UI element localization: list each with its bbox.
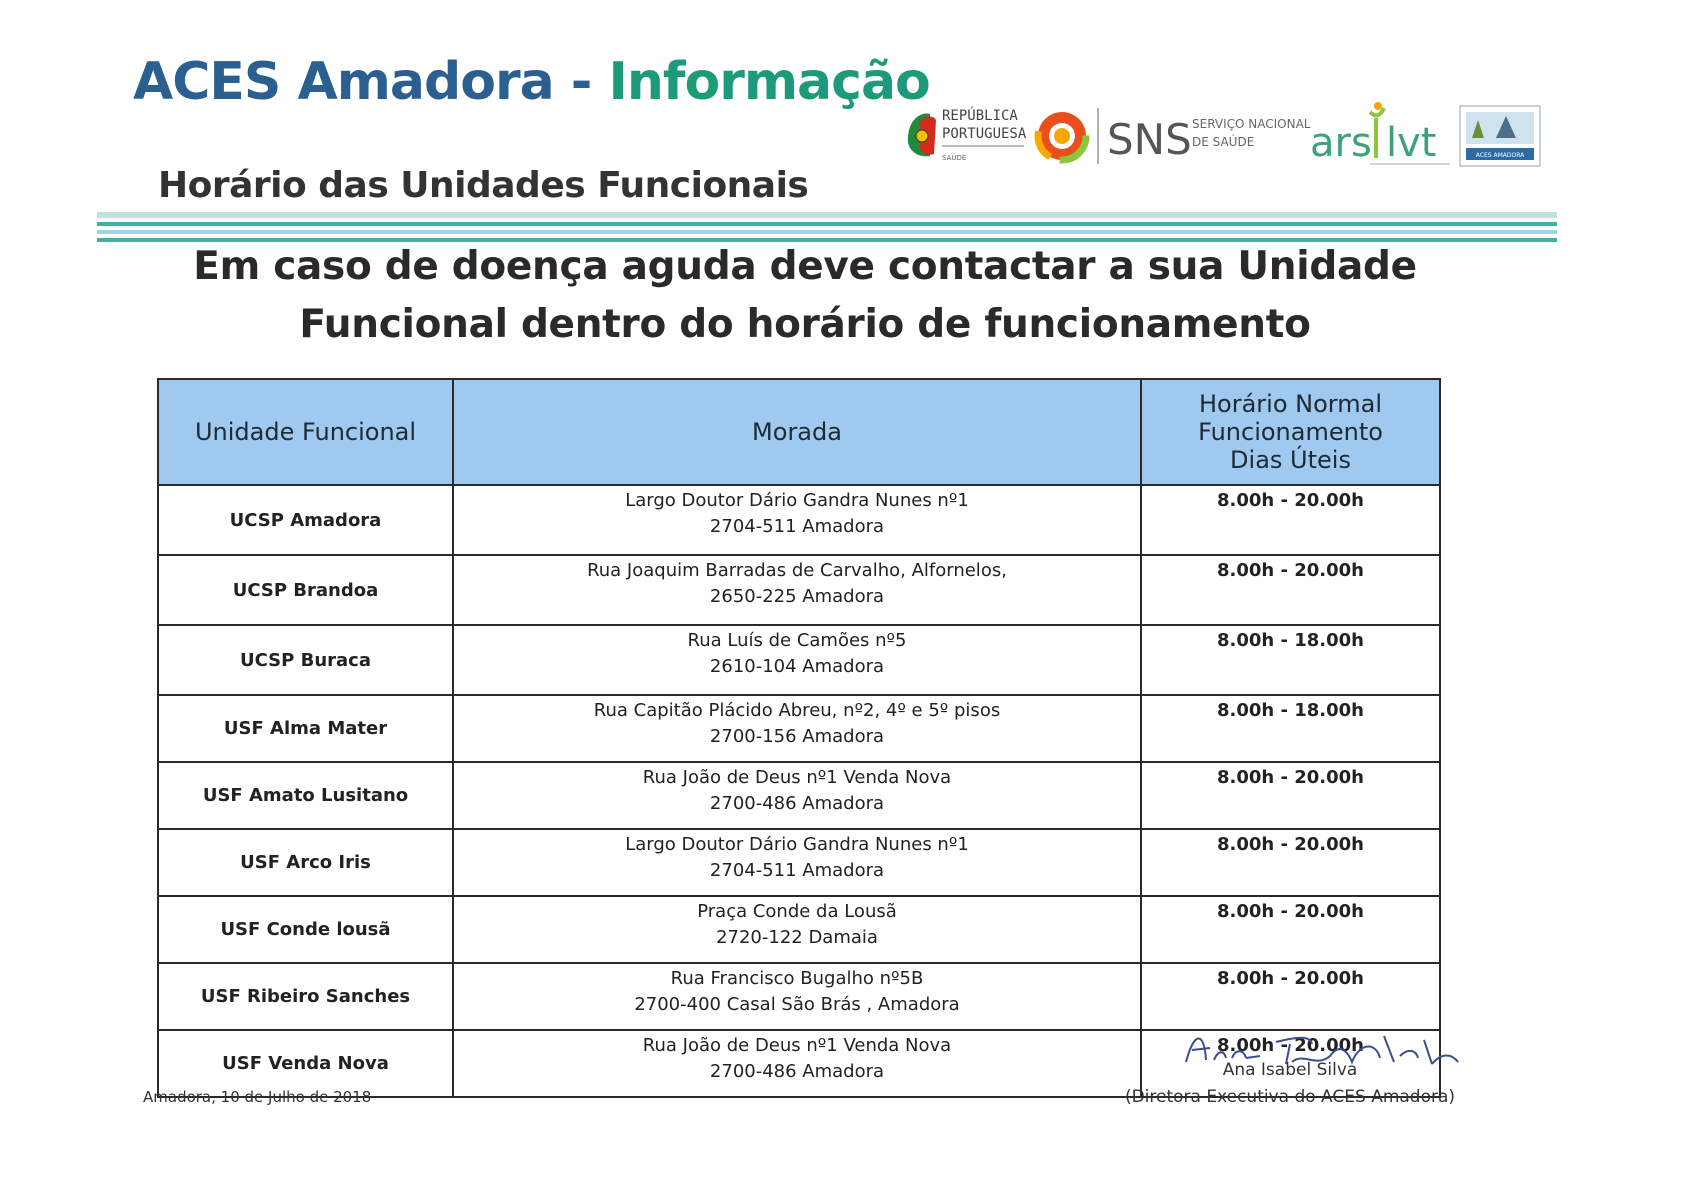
address-line1: Rua Capitão Plácido Abreu, nº2, 4º e 5º pisos <box>593 700 1001 721</box>
partner-logos <box>900 98 1550 178</box>
table-row <box>158 896 1440 963</box>
unit-name: USF Venda Nova <box>158 1030 453 1097</box>
unit-name: USF Arco Iris <box>158 829 453 896</box>
header-divider <box>97 210 1557 246</box>
unit-address <box>453 555 1141 625</box>
address-line1: Rua João de Deus nº1 Venda Nova <box>642 1035 952 1056</box>
column-header-hours-line2: Funcionamento <box>1198 418 1383 446</box>
page-title <box>133 52 930 112</box>
aces-amadora-logo <box>1460 106 1540 166</box>
republica-line2: PORTUGUESA <box>942 126 1027 142</box>
unit-name: USF Conde lousã <box>158 896 453 963</box>
title-information: Informação <box>608 52 930 112</box>
unit-hours: 8.00h - 18.00h <box>1141 625 1440 695</box>
address-line2: 2650-225 Amadora <box>709 586 885 607</box>
table-row <box>158 829 1440 896</box>
republica-line3: SAÚDE <box>942 154 967 162</box>
unit-hours: 8.00h - 20.00h <box>1141 485 1440 555</box>
signatory-name: Ana Isabel Silva <box>1222 1060 1358 1080</box>
unit-hours: 8.00h - 20.00h <box>1141 896 1440 963</box>
unit-name: USF Alma Mater <box>158 695 453 762</box>
unit-hours: 8.00h - 20.00h <box>1141 555 1440 625</box>
document-date: Amadora, 10 de Julho de 2018 <box>143 1088 372 1106</box>
republica-portuguesa-logo <box>908 106 1027 162</box>
table-header-row <box>158 379 1440 485</box>
unit-hours: 8.00h - 20.00h <box>1141 963 1440 1030</box>
table-row <box>158 695 1440 762</box>
address-line2: 2700-486 Amadora <box>709 793 885 814</box>
unit-address <box>453 485 1141 555</box>
lvt-text: lvt <box>1386 120 1437 166</box>
sns-line2: DE SAÚDE <box>1192 135 1255 149</box>
notice-line-1: Em caso de doença aguda deve contactar a sua Unidade <box>193 244 1417 289</box>
table-row <box>158 963 1440 1030</box>
column-header-hours-line3: Dias Úteis <box>1230 446 1351 474</box>
table-row <box>158 555 1440 625</box>
table-row <box>158 625 1440 695</box>
sns-line1: SERVIÇO NACIONAL <box>1192 117 1311 131</box>
address-line2: 2704-511 Amadora <box>709 860 885 881</box>
unit-name: USF Amato Lusitano <box>158 762 453 829</box>
units-schedule-table <box>157 378 1441 1098</box>
address-line1: Rua Francisco Bugalho nº5B <box>670 968 924 989</box>
address-line1: Rua Joaquim Barradas de Carvalho, Alfornelos, <box>587 560 1007 581</box>
column-header-address: Morada <box>453 379 1141 485</box>
unit-address <box>453 829 1141 896</box>
aces-badge-text: ACES AMADORA <box>1475 152 1525 159</box>
address-line1: Rua João de Deus nº1 Venda Nova <box>642 767 952 788</box>
title-organization: ACES Amadora - <box>133 52 609 112</box>
unit-address <box>453 762 1141 829</box>
sns-logo <box>1038 108 1311 164</box>
address-line1: Praça Conde da Lousã <box>697 901 897 922</box>
address-line2: 2610-104 Amadora <box>709 656 885 677</box>
address-line1: Largo Doutor Dário Gandra Nunes nº1 <box>625 834 969 855</box>
address-line2: 2700-486 Amadora <box>709 1061 885 1082</box>
unit-hours: 8.00h - 18.00h <box>1141 695 1440 762</box>
sns-abbr: SNS <box>1107 115 1192 164</box>
unit-name: UCSP Brandoa <box>158 555 453 625</box>
unit-address <box>453 963 1141 1030</box>
column-header-unit: Unidade Funcional <box>158 379 453 485</box>
address-line2: 2700-156 Amadora <box>709 726 885 747</box>
notice-line-2: Funcional dentro do horário de funcionamento <box>299 302 1311 347</box>
ars-text: ars <box>1310 120 1372 166</box>
unit-address <box>453 1030 1141 1097</box>
unit-hours: 8.00h - 20.00h <box>1141 1030 1440 1097</box>
address-line1: Largo Doutor Dário Gandra Nunes nº1 <box>625 490 969 511</box>
column-header-hours <box>1141 379 1440 485</box>
unit-hours: 8.00h - 20.00h <box>1141 762 1440 829</box>
table-row <box>158 762 1440 829</box>
unit-address <box>453 896 1141 963</box>
republica-line1: REPÚBLICA <box>942 108 1018 124</box>
page-subtitle: Horário das Unidades Funcionais <box>158 165 809 206</box>
unit-hours: 8.00h - 20.00h <box>1141 829 1440 896</box>
ars-lvt-logo <box>1310 102 1450 166</box>
unit-name: UCSP Amadora <box>158 485 453 555</box>
address-line1: Rua Luís de Camões nº5 <box>687 630 907 651</box>
table-row <box>158 485 1440 555</box>
signatory-role: (Diretora Executiva do ACES Amadora) <box>1124 1087 1456 1107</box>
unit-address <box>453 695 1141 762</box>
address-line2: 2700-400 Casal São Brás , Amadora <box>634 994 960 1015</box>
unit-address <box>453 625 1141 695</box>
address-line2: 2720-122 Damaia <box>716 927 878 948</box>
address-line2: 2704-511 Amadora <box>709 516 885 537</box>
unit-name: USF Ribeiro Sanches <box>158 963 453 1030</box>
column-header-hours-line1: Horário Normal <box>1199 390 1382 418</box>
unit-name: UCSP Buraca <box>158 625 453 695</box>
